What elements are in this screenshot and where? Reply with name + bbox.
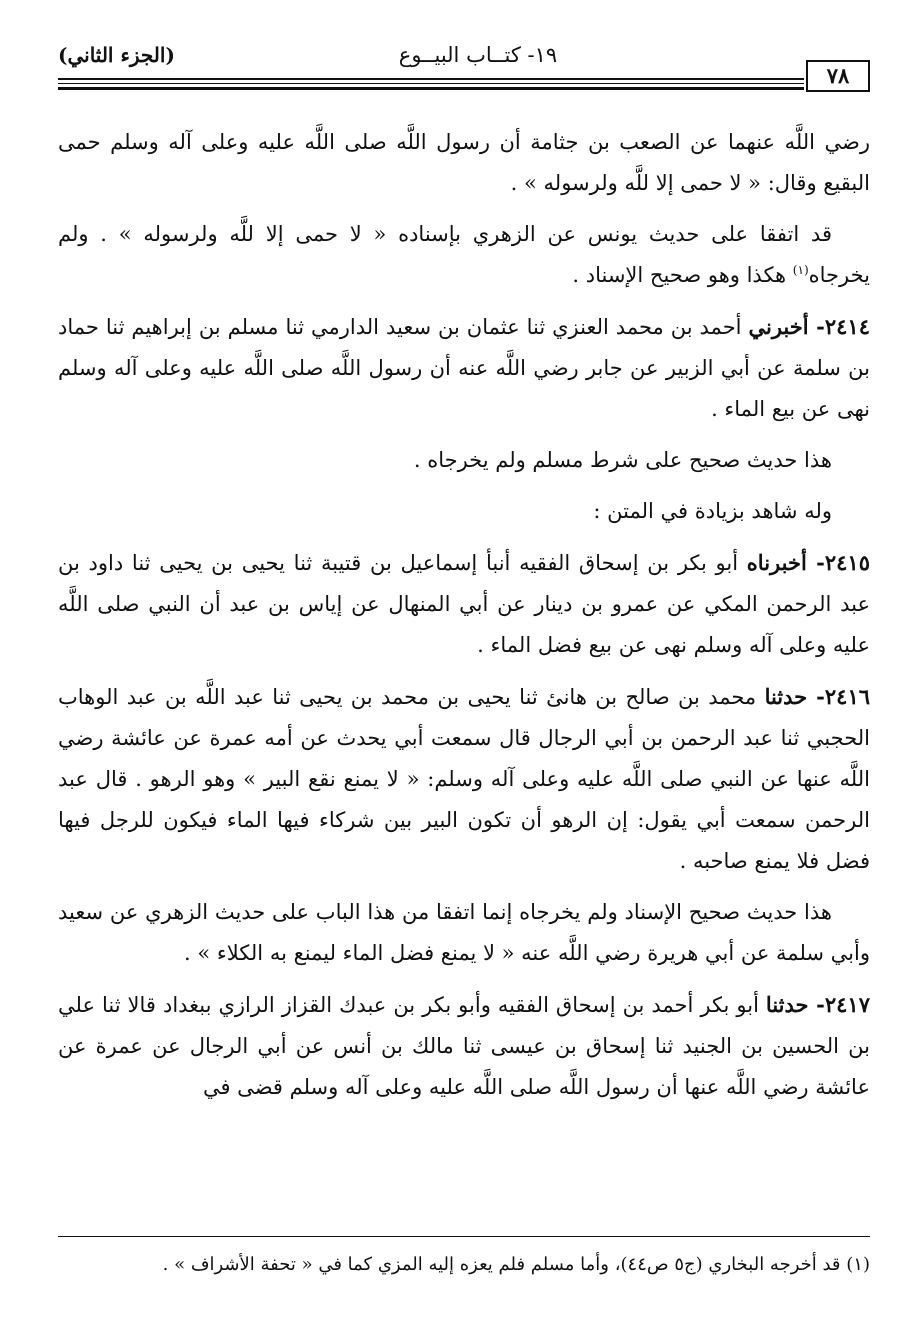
header-rule <box>58 87 804 90</box>
footnote-separator <box>58 1236 870 1237</box>
body-text <box>58 122 870 1118</box>
paragraph-text: رضي اللَّه عنهما عن الصعب بن جثامة أن رسول اللَّه صلى اللَّه عليه وعلى آله وسلم حمى البقيع وقال: « لا حمى إلا للَّه ولرسوله » . <box>58 130 870 195</box>
paragraph-text: وله شاهد بزيادة في المتن : <box>593 499 832 523</box>
header-rule <box>58 78 804 80</box>
footnote-marker[interactable]: (١) <box>792 263 809 277</box>
paragraph-text: قد اتفقا على حديث يونس عن الزهري بإسناده « لا حمى إلا للَّه ولرسوله » . ولم يخرجاه <box>58 222 870 287</box>
hadith-paragraph <box>58 676 870 882</box>
hadith-lead-word: حدثنا <box>765 992 809 1017</box>
volume-label: (الجزء الثاني) <box>58 43 175 67</box>
hadith-number: ٢٤١٤- <box>808 314 870 339</box>
hadith-lead-word: أخبرناه <box>746 550 807 575</box>
hadith-lead-word: حدثنا <box>764 684 808 709</box>
hadith-paragraph <box>58 984 870 1108</box>
paragraph <box>58 440 870 481</box>
paragraph <box>58 491 870 532</box>
hadith-number: ٢٤١٥- <box>806 550 870 575</box>
footnote <box>58 1250 870 1280</box>
paragraph <box>58 214 870 296</box>
hadith-number: ٢٤١٧- <box>808 992 870 1017</box>
paragraph-text: هذا حديث صحيح على شرط مسلم ولم يخرجاه . <box>413 448 832 472</box>
hadith-text: محمد بن صالح بن هانئ ثنا يحيى بن محمد بن يحيى ثنا عبد اللَّه بن عبد الوهاب الحجبي ثنا عبد الرحمن بن أبي الرجال قال سمعت أبي يحدث عن أمه عمرة عن عائشة رضي اللَّه عنها عن النبي صلى اللَّه عليه وعلى آله وسلم: « لا يمنع نقع البير » وهو الرهو . قال عبد الرحمن سمعت أبي يقول: إن الرهو أن تكون البير بين شركاء فيها الماء فيكون للرجل فيها فضل فلا يمنع صاحبه . <box>58 685 870 873</box>
hadith-text: أبو بكر بن إسحاق الفقيه أنبأ إسماعيل بن قتيبة ثنا يحيى بن يحيى ثنا داود بن عبد الرحمن المكي عن عمرو بن دينار عن أبي المنهال عن إياس بن عبد أن النبي صلى اللَّه عليه وعلى آله وسلم نهى عن بيع فضل الماء . <box>58 551 870 657</box>
header-rule <box>58 83 804 84</box>
footnote-number: (١) <box>846 1254 870 1275</box>
hadith-number: ٢٤١٦- <box>807 684 871 709</box>
page-number: ٧٨ <box>806 60 870 92</box>
hadith-lead-word: أخبرني <box>748 314 809 339</box>
paragraph-text: هكذا وهو صحيح الإسناد . <box>572 263 793 287</box>
paragraph <box>58 122 870 204</box>
page-header <box>58 38 870 98</box>
document-page <box>58 38 870 1308</box>
footnote-text: قد أخرجه البخاري (ج٥ ص٤٤)، وأما مسلم فلم يعزه إليه المزي كما في « تحفة الأشراف » . <box>162 1254 847 1275</box>
hadith-paragraph <box>58 306 870 430</box>
hadith-text: أحمد بن محمد العنزي ثنا عثمان بن سعيد الدارمي ثنا مسلم بن إبراهيم ثنا حماد بن سلمة عن أبي الزبير عن جابر رضي اللَّه عنه أن رسول اللَّه صلى اللَّه عليه وعلى آله وسلم نهى عن بيع الماء . <box>58 315 870 421</box>
chapter-title: ١٩- كتــاب البيــوع <box>398 43 558 67</box>
paragraph-text: هذا حديث صحيح الإسناد ولم يخرجاه إنما اتفقا من هذا الباب على حديث الزهري عن سعيد وأبي سلمة عن أبي هريرة رضي اللَّه عنه « لا يمنع فضل الماء ليمنع به الكلاء » . <box>58 900 870 965</box>
hadith-text: أبو بكر أحمد بن إسحاق الفقيه وأبو بكر بن عبدك القزاز الرازي ببغداد قالا ثنا علي بن الحسين بن الجنيد ثنا إسحاق بن عيسى ثنا مالك بن أنس عن أبي الرجال عن عمرة عن عائشة رضي اللَّه عنها أن رسول اللَّه صلى اللَّه عليه وعلى آله وسلم قضى في <box>58 993 870 1099</box>
paragraph <box>58 892 870 974</box>
hadith-paragraph <box>58 542 870 666</box>
